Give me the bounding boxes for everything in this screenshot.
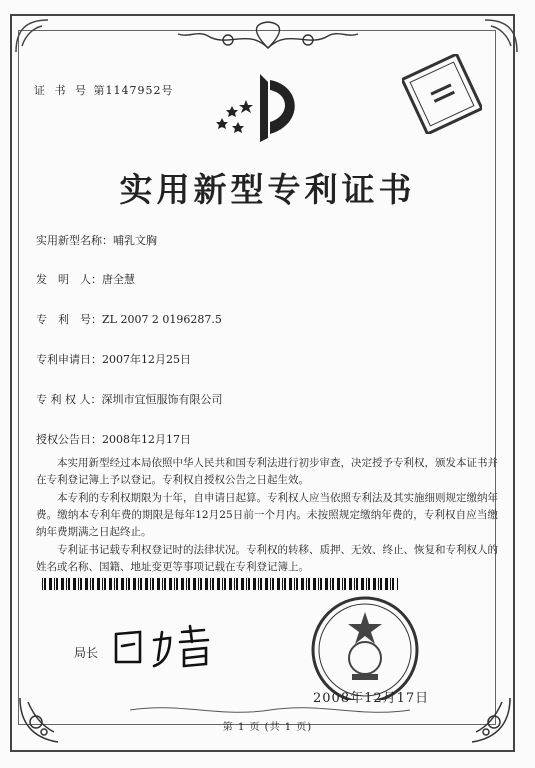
- field-label: 专 利 号：: [36, 313, 102, 326]
- barcode-bar: [354, 578, 355, 590]
- barcode-bar: [121, 578, 124, 590]
- barcode-bar: [270, 578, 271, 590]
- barcode-bar: [85, 578, 88, 590]
- barcode-bar: [289, 578, 292, 590]
- barcode-bar: [222, 578, 223, 590]
- barcode: [42, 578, 398, 590]
- field-grant-date: [36, 431, 191, 447]
- field-label: 专利申请日：: [36, 353, 102, 366]
- field-value: 2007年12月25日: [102, 353, 191, 366]
- barcode-bar: [97, 578, 100, 590]
- barcode-bar: [73, 578, 76, 590]
- barcode-bar: [56, 578, 58, 590]
- field-value: ZL 2007 2 0196287.5: [102, 313, 222, 326]
- barcode-bar: [217, 578, 220, 590]
- barcode-bar: [188, 578, 190, 590]
- paragraph-1: 本实用新型经过本局依照中华人民共和国专利法进行初步审查，决定授予专利权，颁发本证书并在专利登记簿上予以登记。专利权自授权公告之日起生效。: [36, 457, 498, 486]
- barcode-bar: [236, 578, 238, 590]
- barcode-bar: [284, 578, 286, 590]
- barcode-bar: [212, 578, 214, 590]
- field-value: 哺乳文胸: [113, 234, 157, 247]
- barcode-bar: [145, 578, 148, 590]
- barcode-bar: [272, 578, 274, 590]
- barcode-bar: [109, 578, 112, 590]
- barcode-bar: [349, 578, 352, 590]
- field-utility-model-name: [36, 232, 157, 248]
- barcode-bar: [68, 578, 70, 590]
- barcode-bar: [66, 578, 67, 590]
- field-label: 授权公告日：: [36, 433, 102, 446]
- barcode-bar: [325, 578, 328, 590]
- barcode-bar: [92, 578, 94, 590]
- patent-office-emblem: [212, 72, 312, 152]
- barcode-bar: [200, 578, 202, 590]
- barcode-bar: [44, 578, 46, 590]
- official-round-seal: [300, 590, 430, 700]
- barcode-bar: [308, 578, 310, 590]
- barcode-bar: [390, 578, 391, 590]
- field-label: 专 利 权 人：: [36, 393, 102, 406]
- barcode-bar: [241, 578, 244, 590]
- field-patentee: [36, 391, 223, 407]
- barcode-bar: [133, 578, 136, 590]
- barcode-bar: [294, 578, 295, 590]
- barcode-bar: [80, 578, 82, 590]
- paragraph-3: 专利证书记载专利权登记时的法律状况。专利权的转移、质押、无效、终止、恢复和专利权人的姓名或名称、国籍、地址变更等事项记载在专利登记簿上。: [36, 544, 498, 573]
- barcode-bar: [248, 578, 250, 590]
- barcode-bar: [138, 578, 139, 590]
- barcode-bar: [392, 578, 394, 590]
- barcode-bar: [229, 578, 232, 590]
- barcode-bar: [246, 578, 247, 590]
- field-value: 唐全慧: [102, 273, 135, 286]
- certificate-number-value: 第1147952号: [93, 84, 174, 97]
- barcode-bar: [234, 578, 235, 590]
- barcode-bar: [361, 578, 364, 590]
- barcode-bar: [186, 578, 187, 590]
- barcode-bar: [42, 578, 43, 590]
- field-filing-date: [36, 351, 191, 367]
- field-value: 深圳市宜恒服饰有限公司: [101, 393, 223, 406]
- barcode-bar: [126, 578, 127, 590]
- official-stamp-top-right: [402, 54, 482, 134]
- field-label: 发 明 人：: [36, 273, 102, 286]
- barcode-bar: [397, 578, 398, 590]
- barcode-bar: [344, 578, 346, 590]
- seal-date: 2008年12月17日: [313, 691, 430, 706]
- director-signature: [110, 622, 220, 672]
- barcode-bar: [253, 578, 256, 590]
- barcode-bar: [49, 578, 52, 590]
- barcode-bar: [169, 578, 172, 590]
- signature-label: 局长: [74, 646, 99, 660]
- barcode-bar: [205, 578, 208, 590]
- field-label: 实用新型名称：: [36, 234, 113, 247]
- field-patent-number: [36, 311, 222, 327]
- certificate-number: [34, 82, 174, 98]
- barcode-bar: [258, 578, 259, 590]
- barcode-bar: [224, 578, 226, 590]
- barcode-bar: [366, 578, 367, 590]
- barcode-bar: [162, 578, 163, 590]
- barcode-bar: [54, 578, 55, 590]
- barcode-bar: [181, 578, 184, 590]
- barcode-bar: [277, 578, 280, 590]
- certificate-number-label: 证 书 号: [34, 84, 89, 97]
- barcode-bar: [90, 578, 91, 590]
- barcode-bar: [318, 578, 319, 590]
- barcode-bar: [373, 578, 376, 590]
- barcode-bar: [265, 578, 268, 590]
- barcode-bar: [157, 578, 160, 590]
- barcode-bar: [164, 578, 166, 590]
- barcode-bar: [150, 578, 151, 590]
- barcode-bar: [102, 578, 103, 590]
- barcode-bar: [260, 578, 262, 590]
- barcode-bar: [104, 578, 106, 590]
- barcode-bar: [282, 578, 283, 590]
- barcode-bar: [306, 578, 307, 590]
- barcode-bar: [301, 578, 304, 590]
- barcode-bar: [332, 578, 334, 590]
- barcode-bar: [378, 578, 379, 590]
- barcode-bar: [140, 578, 142, 590]
- barcode-bar: [114, 578, 115, 590]
- barcode-bar: [176, 578, 178, 590]
- field-inventor: [36, 271, 135, 287]
- barcode-bar: [198, 578, 199, 590]
- barcode-bar: [78, 578, 79, 590]
- barcode-bar: [61, 578, 64, 590]
- barcode-bar: [337, 578, 340, 590]
- barcode-bar: [320, 578, 322, 590]
- corner-ornament-tr: [481, 16, 521, 56]
- barcode-bar: [174, 578, 175, 590]
- barcode-bar: [368, 578, 370, 590]
- barcode-bar: [296, 578, 298, 590]
- page-number: 第 1 页 (共 1 页): [222, 722, 313, 733]
- barcode-bar: [152, 578, 154, 590]
- barcode-bar: [128, 578, 130, 590]
- field-value: 2008年12月17日: [102, 433, 191, 446]
- paragraph-2: 本专利的专利权期限为十年，自申请日起算。专利权人应当依照专利法及其实施细则规定缴纳年费。缴纳本专利年费的期限是每年12月25日前一个月内。未按照规定缴纳年费的，专利权自应当缴纳年费期满之日起终止。: [36, 492, 498, 538]
- corner-ornament-tl: [12, 16, 52, 56]
- barcode-bar: [116, 578, 118, 590]
- barcode-bar: [342, 578, 343, 590]
- barcode-bar: [313, 578, 316, 590]
- barcode-bar: [356, 578, 358, 590]
- barcode-bar: [210, 578, 211, 590]
- document-title: 实用新型专利证书: [119, 170, 416, 209]
- barcode-bar: [385, 578, 388, 590]
- barcode-bar: [330, 578, 331, 590]
- top-ornament: [168, 18, 368, 58]
- barcode-bar: [193, 578, 196, 590]
- barcode-bar: [380, 578, 382, 590]
